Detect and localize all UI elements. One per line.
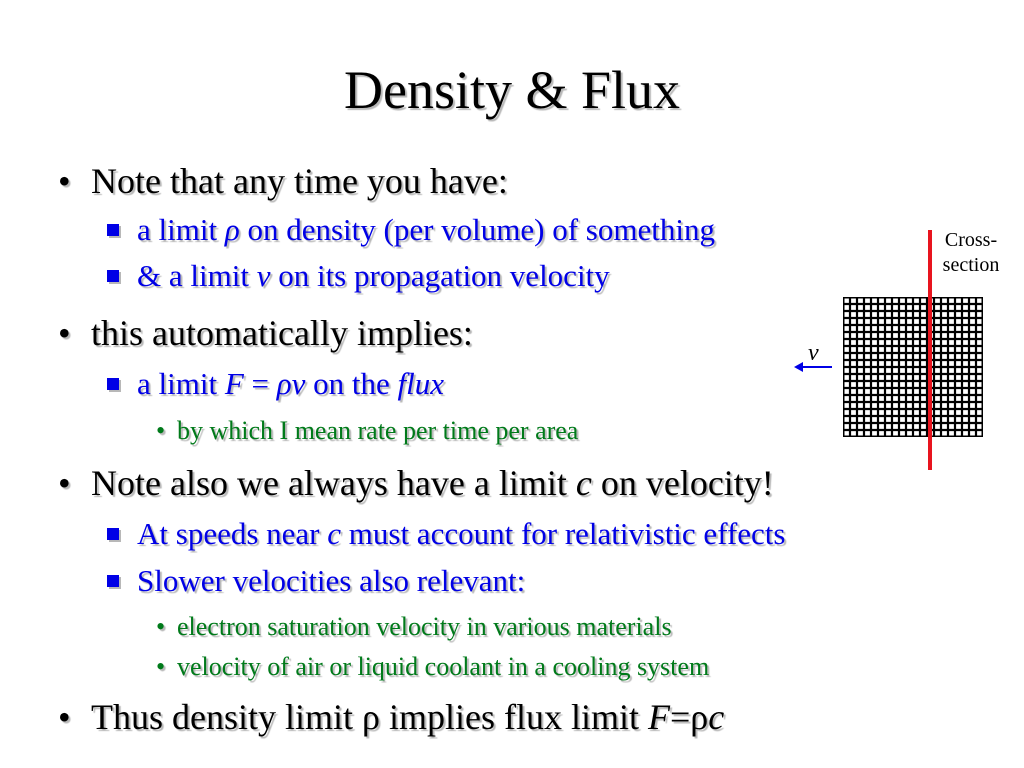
bullet-icon: • bbox=[58, 161, 71, 201]
sub-bullet-text bbox=[137, 366, 444, 402]
sub-bullet-text bbox=[137, 563, 525, 599]
bullet-text-part: this automatically implies: bbox=[91, 313, 473, 353]
sub-sub-bullet-text bbox=[177, 416, 578, 446]
square-bullet-icon bbox=[107, 528, 119, 540]
velocity-arrow-head bbox=[794, 362, 803, 372]
bullet-text-part: on velocity! bbox=[591, 463, 774, 503]
c-symbol: c bbox=[327, 516, 342, 551]
bullet-text-part: on density (per volume) of something bbox=[239, 212, 715, 247]
cross-section-label-line: section bbox=[942, 254, 1000, 276]
rho-symbol: ρ bbox=[276, 366, 292, 401]
v-symbol: v bbox=[256, 258, 271, 293]
v-symbol: v bbox=[291, 366, 306, 401]
cross-section-line bbox=[924, 230, 936, 470]
bullet-text-part: Note also we always have a limit bbox=[91, 463, 576, 503]
equals-sign: = bbox=[669, 697, 691, 737]
bullet-text-part: Slower velocities also relevant: bbox=[137, 563, 526, 598]
bullet-text-part: must account for relativistic effects bbox=[341, 516, 786, 551]
sub-bullet-text bbox=[137, 516, 785, 552]
flux-word: flux bbox=[397, 366, 445, 401]
slide-title: Density & Flux bbox=[343, 60, 681, 120]
square-bullet-icon bbox=[107, 378, 119, 390]
sub-sub-bullet-text bbox=[177, 612, 672, 642]
rho-symbol: ρ bbox=[690, 697, 709, 737]
bullet-text-part: Thus density limit bbox=[91, 697, 363, 737]
bullet-icon: • bbox=[58, 313, 71, 353]
bullet-text bbox=[91, 696, 724, 738]
sub-sub-bullet-text bbox=[177, 652, 709, 682]
bullet-text-part: on the bbox=[305, 366, 398, 401]
sub-bullet-text bbox=[137, 258, 610, 294]
bullet-text bbox=[91, 160, 508, 202]
f-symbol: F bbox=[647, 697, 670, 737]
bullet-icon: • bbox=[58, 463, 71, 503]
bullet-text-part: by which I mean rate per time per area bbox=[177, 416, 579, 445]
rho-symbol: ρ bbox=[224, 212, 240, 247]
bullet-text-part: implies flux limit bbox=[379, 697, 648, 737]
bullet-text-part: electron saturation velocity in various materials bbox=[177, 612, 672, 641]
bullet-text-part: velocity of air or liquid coolant in a cooling system bbox=[177, 652, 710, 681]
bullet-icon: • bbox=[58, 697, 71, 737]
square-bullet-icon bbox=[107, 224, 119, 236]
equals-sign: = bbox=[243, 366, 277, 401]
bullet-text-part: & a limit bbox=[137, 258, 257, 293]
bullet-text bbox=[91, 312, 473, 354]
rho-symbol: ρ bbox=[362, 697, 380, 737]
density-grid bbox=[843, 297, 983, 437]
bullet-icon: • bbox=[156, 612, 166, 641]
square-bullet-icon bbox=[107, 270, 119, 282]
cross-section-label-line: Cross- bbox=[944, 229, 998, 251]
f-symbol: F bbox=[224, 366, 244, 401]
sub-bullet-text bbox=[137, 212, 715, 248]
c-symbol: c bbox=[575, 463, 592, 503]
c-symbol: c bbox=[708, 697, 725, 737]
cross-section-label bbox=[925, 228, 1017, 278]
square-bullet-icon bbox=[107, 575, 119, 587]
velocity-label: v bbox=[808, 340, 819, 366]
bullet-text-part: a limit bbox=[137, 366, 225, 401]
bullet-text-part: Note that any time you have: bbox=[91, 161, 508, 201]
bullet-text-part: At speeds near bbox=[137, 516, 328, 551]
bullet-text-part: on its propagation velocity bbox=[270, 258, 610, 293]
bullet-text bbox=[91, 462, 774, 504]
bullet-icon: • bbox=[156, 416, 166, 445]
bullet-text-part: a limit bbox=[137, 212, 225, 247]
bullet-icon: • bbox=[156, 652, 166, 681]
